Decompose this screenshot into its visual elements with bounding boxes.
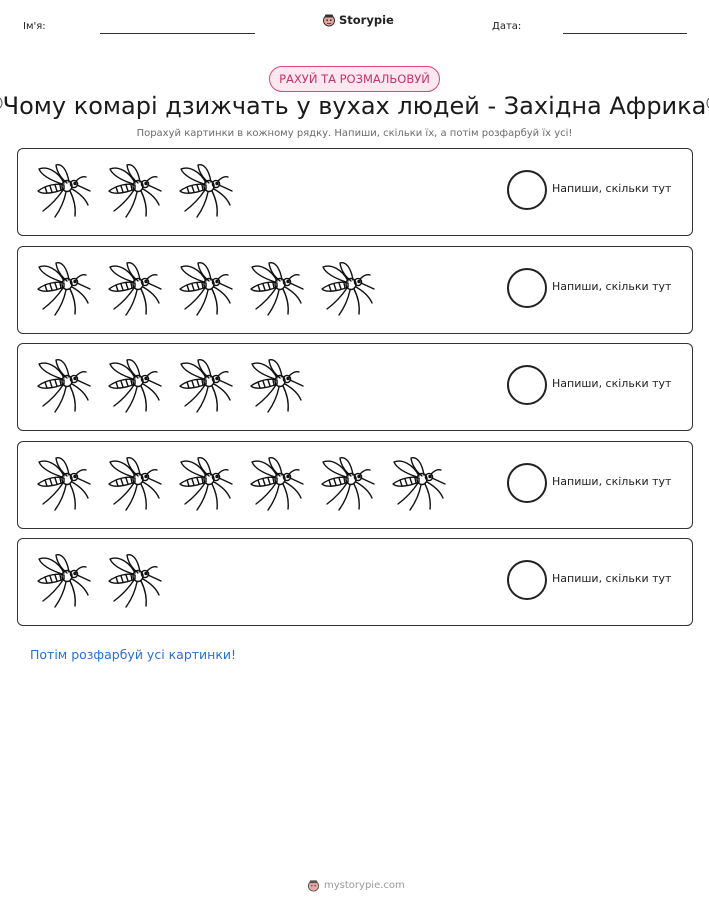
answer-label: Напиши, скільки тут: [552, 474, 672, 488]
mosquito-icon[interactable]: [244, 453, 308, 517]
answer-circle[interactable]: [507, 560, 547, 600]
mosquito-icon[interactable]: [244, 355, 308, 419]
mosquito-icon[interactable]: [102, 550, 166, 614]
mosquito-icon[interactable]: [102, 453, 166, 517]
date-label: Дата:: [492, 21, 522, 32]
name-line[interactable]: [100, 33, 255, 34]
site-footer: [307, 879, 405, 892]
mosquito-icon[interactable]: [102, 160, 166, 224]
mosquito-icon[interactable]: [31, 160, 95, 224]
answer-circle[interactable]: [507, 463, 547, 503]
mosquito-icon[interactable]: [31, 550, 95, 614]
mosquito-icon[interactable]: [102, 355, 166, 419]
answer-label: Напиши, скільки тут: [552, 279, 672, 293]
counting-row: [17, 246, 693, 334]
mosquito-icon[interactable]: [315, 453, 379, 517]
page-title: Чому комарі дзижчать у вухах людей - Західна Африка: [2, 92, 707, 120]
activity-badge: РАХУЙ ТА РОЗМАЛЬОВУЙ: [269, 66, 440, 92]
answer-circle[interactable]: [507, 365, 547, 405]
mosquito-icon[interactable]: [31, 453, 95, 517]
storypie-mascot-icon: [322, 13, 336, 27]
date-line[interactable]: [563, 33, 687, 34]
mosquito-icon[interactable]: [386, 453, 450, 517]
name-label: Ім'я:: [23, 21, 46, 32]
mosquito-icon[interactable]: [173, 160, 237, 224]
brand-name: Storypie: [339, 13, 394, 27]
counting-row: [17, 441, 693, 529]
answer-label: Напиши, скільки тут: [552, 377, 672, 390]
answer-circle[interactable]: [507, 268, 547, 308]
mosquito-icon[interactable]: [102, 258, 166, 322]
answer-circle[interactable]: [507, 170, 547, 210]
answer-label: Напиши, скільки тут: [552, 182, 672, 195]
storypie-logo: [322, 13, 394, 27]
coloring-instruction: Потім розфарбуй усі картинки!: [30, 647, 237, 662]
mosquito-icon[interactable]: [31, 355, 95, 419]
counting-row: [17, 343, 693, 431]
mosquito-icon[interactable]: [173, 355, 237, 419]
mosquito-icon[interactable]: [173, 258, 237, 322]
mosquito-icon[interactable]: [31, 258, 95, 322]
site-url[interactable]: mystorypie.com: [324, 880, 405, 891]
counting-row: [17, 538, 693, 626]
storypie-mascot-icon: [307, 879, 320, 892]
instructions: Порахуй картинки в кожному рядку. Напиши, скільки їх, а потім розфарбуй їх усі!: [136, 128, 573, 139]
mosquito-icon[interactable]: [244, 258, 308, 322]
mosquito-icon[interactable]: [315, 258, 379, 322]
answer-label: Напиши, скільки тут: [552, 572, 672, 585]
mosquito-icon[interactable]: [173, 453, 237, 517]
counting-row: [17, 148, 693, 236]
